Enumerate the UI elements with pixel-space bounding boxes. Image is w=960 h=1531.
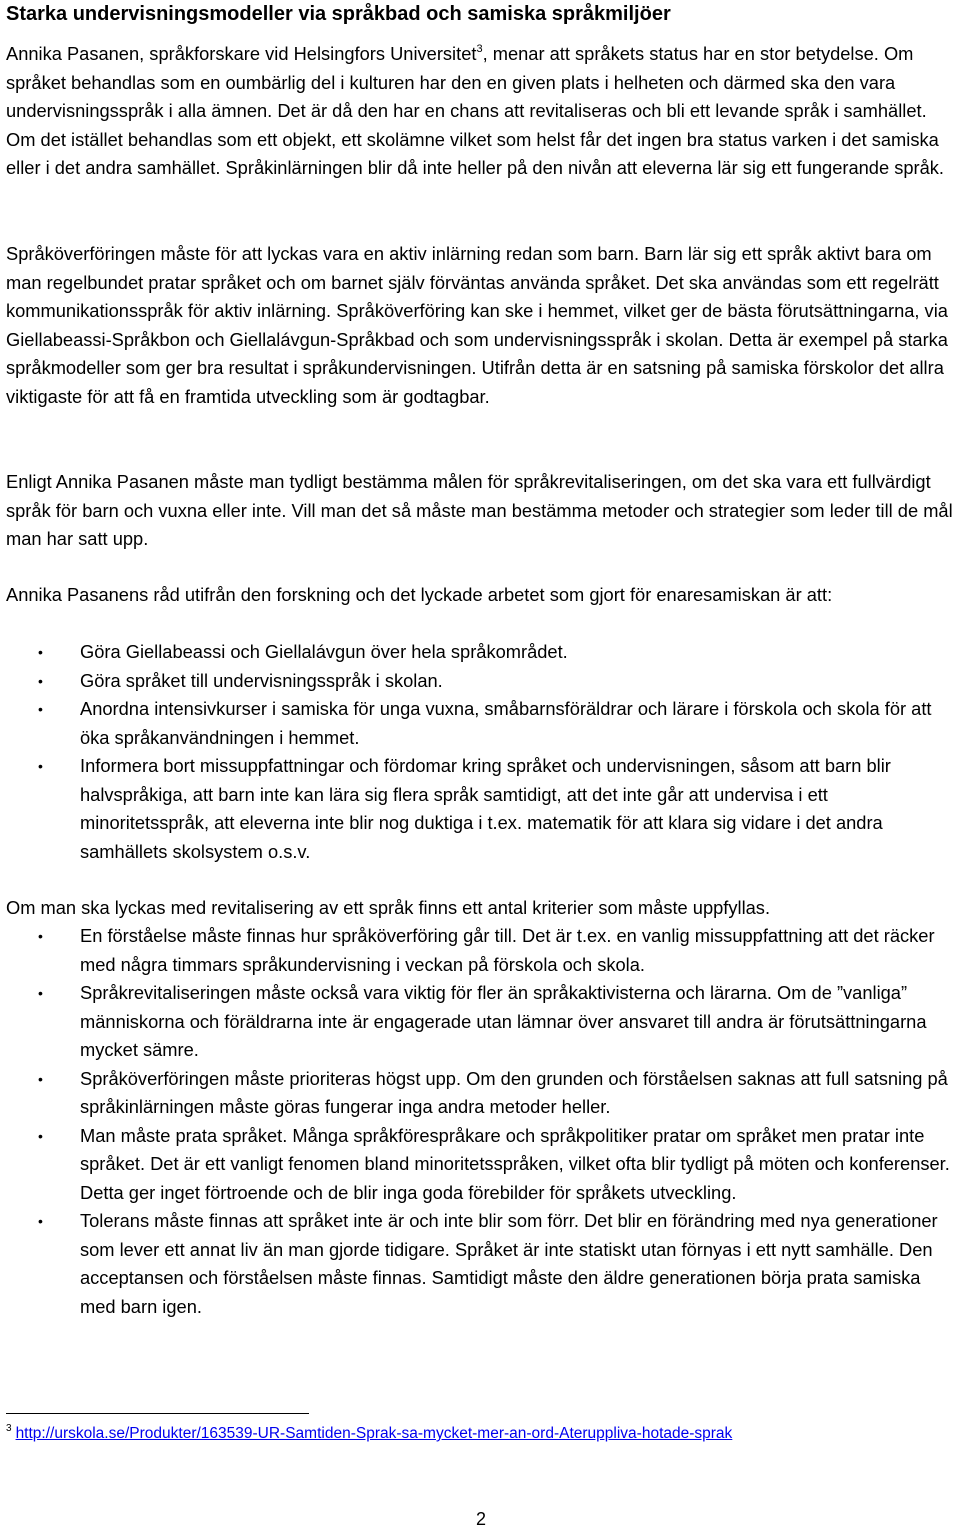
page-number: 2 bbox=[476, 1509, 487, 1529]
list-item: • Språköverföringen måste prioriteras högst upp. Om den grunden och förståelsen saknas att full satsning på språkinlärningen måste göras fungerar inga andra metoder heller. bbox=[6, 1065, 956, 1122]
bullet-icon: • bbox=[38, 985, 43, 1001]
paragraph-goals: Enligt Annika Pasanen måste man tydligt bestämma målen för språkrevitaliseringen, om det ska vara ett fullvärdigt språk för barn och vuxna eller inte. Vill man det så måste man bestämma metoder och strategier som leder till de mål man har satt upp. bbox=[6, 471, 953, 549]
list-item: • Språkrevitaliseringen måste också vara viktig för fler än språkaktivisterna och lärarna. Om de ”vanliga” människorna och föräldrarna inte är engagerade utan lämnar över ansvaret till andra är förutsättningarna mycket sämre. bbox=[6, 979, 956, 1065]
list-item: • Göra språket till undervisningsspråk i skolan. bbox=[6, 667, 956, 696]
list-item: • Man måste prata språket. Många språkförespråkare och språkpolitiker pratar om språket men pratar inte språket. Det är ett vanligt fenomen bland minoritetsspråken, vilket ofta blir tydligt på möten och konferenser. Detta ger inget förtroende och de blir inga goda förebilder för språkets utveckling. bbox=[6, 1122, 956, 1208]
section-heading: Starka undervisningsmodeller via språkbad och samiska språkmiljöer bbox=[6, 3, 671, 25]
bullet-icon: • bbox=[38, 928, 43, 944]
paragraph-advice-intro: Annika Pasanens råd utifrån den forskning och det lyckade arbetet som gjort för enaresamiskan är att: bbox=[6, 584, 833, 605]
paragraph-language-transfer: Språköverföringen måste för att lyckas vara en aktiv inlärning redan som barn. Barn lär sig ett språk aktivt bara om man regelbundet pratar språket och om barnet själv förväntas använda språket. Det ska användas som ett regelrätt kommunikationsspråk för aktiv inlärning. Språköverföring kan ske i hemmet, vilket ger de bästa förutsättningarna, via Giellabeassi-Språkbon och Giellalávgun-Språkbad och som undervisningsspråk i skolan. Detta är exempel på starka språkmodeller som ger bra resultat i språkundervisningen. Utifrån detta är en satsning på samiska förskolor det allra viktigaste för att få en framtida utveckling som är godtagbar. bbox=[6, 243, 948, 407]
list-item: • Anordna intensivkurser i samiska för unga vuxna, småbarnsföräldrar och lärare i förskola och skola för att öka språkanvändningen i hemmet. bbox=[6, 695, 956, 752]
paragraph-text: Annika Pasanen, språkforskare vid Helsingfors Universitet bbox=[6, 43, 477, 64]
footnote-divider bbox=[6, 1413, 309, 1414]
footnote-reference[interactable]: 3 bbox=[476, 43, 483, 55]
footnote-link[interactable]: http://urskola.se/Produkter/163539-UR-Samtiden-Sprak-sa-mycket-mer-an-ord-Aterupplivа-hotade-sprak bbox=[15, 1425, 733, 1442]
bullet-icon: • bbox=[38, 1213, 43, 1229]
advice-list bbox=[6, 638, 956, 866]
paragraph-text: , menar att språkets status har en stor betydelse. Om språket behandlas som en oumbärlig del i kulturen har den en given plats i helheten och därmed ska den vara undervisningsspråk i alla ämnen. Det är då den har en chans att revitaliseras och bli ett levande språk i samhället. Om det istället behandlas som ett objekt, ett skolämne vilket som helst får det ingen bra status varken i det samiska eller i det andra samhället. Språkinlärningen blir då inte heller på den nivån att eleverna lär sig ett fungerande språk. bbox=[6, 43, 944, 178]
bullet-icon: • bbox=[38, 672, 43, 689]
list-item: • Tolerans måste finnas att språket inte är och inte blir som förr. Det blir en förändring med nya generationer som lever ett annat liv än man gjorde tidigare. Språket är inte statiskt utan förnyas i ett nytt samhälle. Den acceptansen och förståelsen måste finnas. Samtidigt måste den äldre generationen börja prata samiska med barn igen. bbox=[6, 1207, 956, 1321]
paragraph-criteria-intro: Om man ska lyckas med revitalisering av ett språk finns ett antal kriterier som måste uppfyllas. bbox=[6, 897, 771, 918]
bullet-icon: • bbox=[38, 701, 43, 717]
list-item: • Informera bort missuppfattningar och fördomar kring språket och undervisningen, såsom att barn blir halvspråkiga, att barn inte kan lära sig flera språk samtidigt, att det inte går att undervisa i ett minoritetsspråk, att eleverna inte blir nog duktiga i t.ex. matematik för att klara sig vidare i det andra samhällets skolsystem o.s.v. bbox=[6, 752, 956, 866]
paragraph-pasanen-intro bbox=[6, 40, 956, 183]
list-item: • Göra Giellabeassi och Giellalávgun över hela språkområdet. bbox=[6, 638, 956, 667]
criteria-list bbox=[6, 922, 956, 1321]
footnote-number: 3 bbox=[6, 1423, 12, 1434]
footnote bbox=[6, 1424, 732, 1444]
list-item: • En förståelse måste finnas hur språköverföring går till. Det är t.ex. en vanlig missuppfattning att det räcker med några timmars språkundervisning i veckan på förskola och skola. bbox=[6, 922, 956, 979]
bullet-icon: • bbox=[38, 1070, 43, 1087]
bullet-icon: • bbox=[38, 758, 43, 774]
bullet-icon: • bbox=[38, 1127, 43, 1144]
bullet-icon: • bbox=[38, 644, 43, 660]
